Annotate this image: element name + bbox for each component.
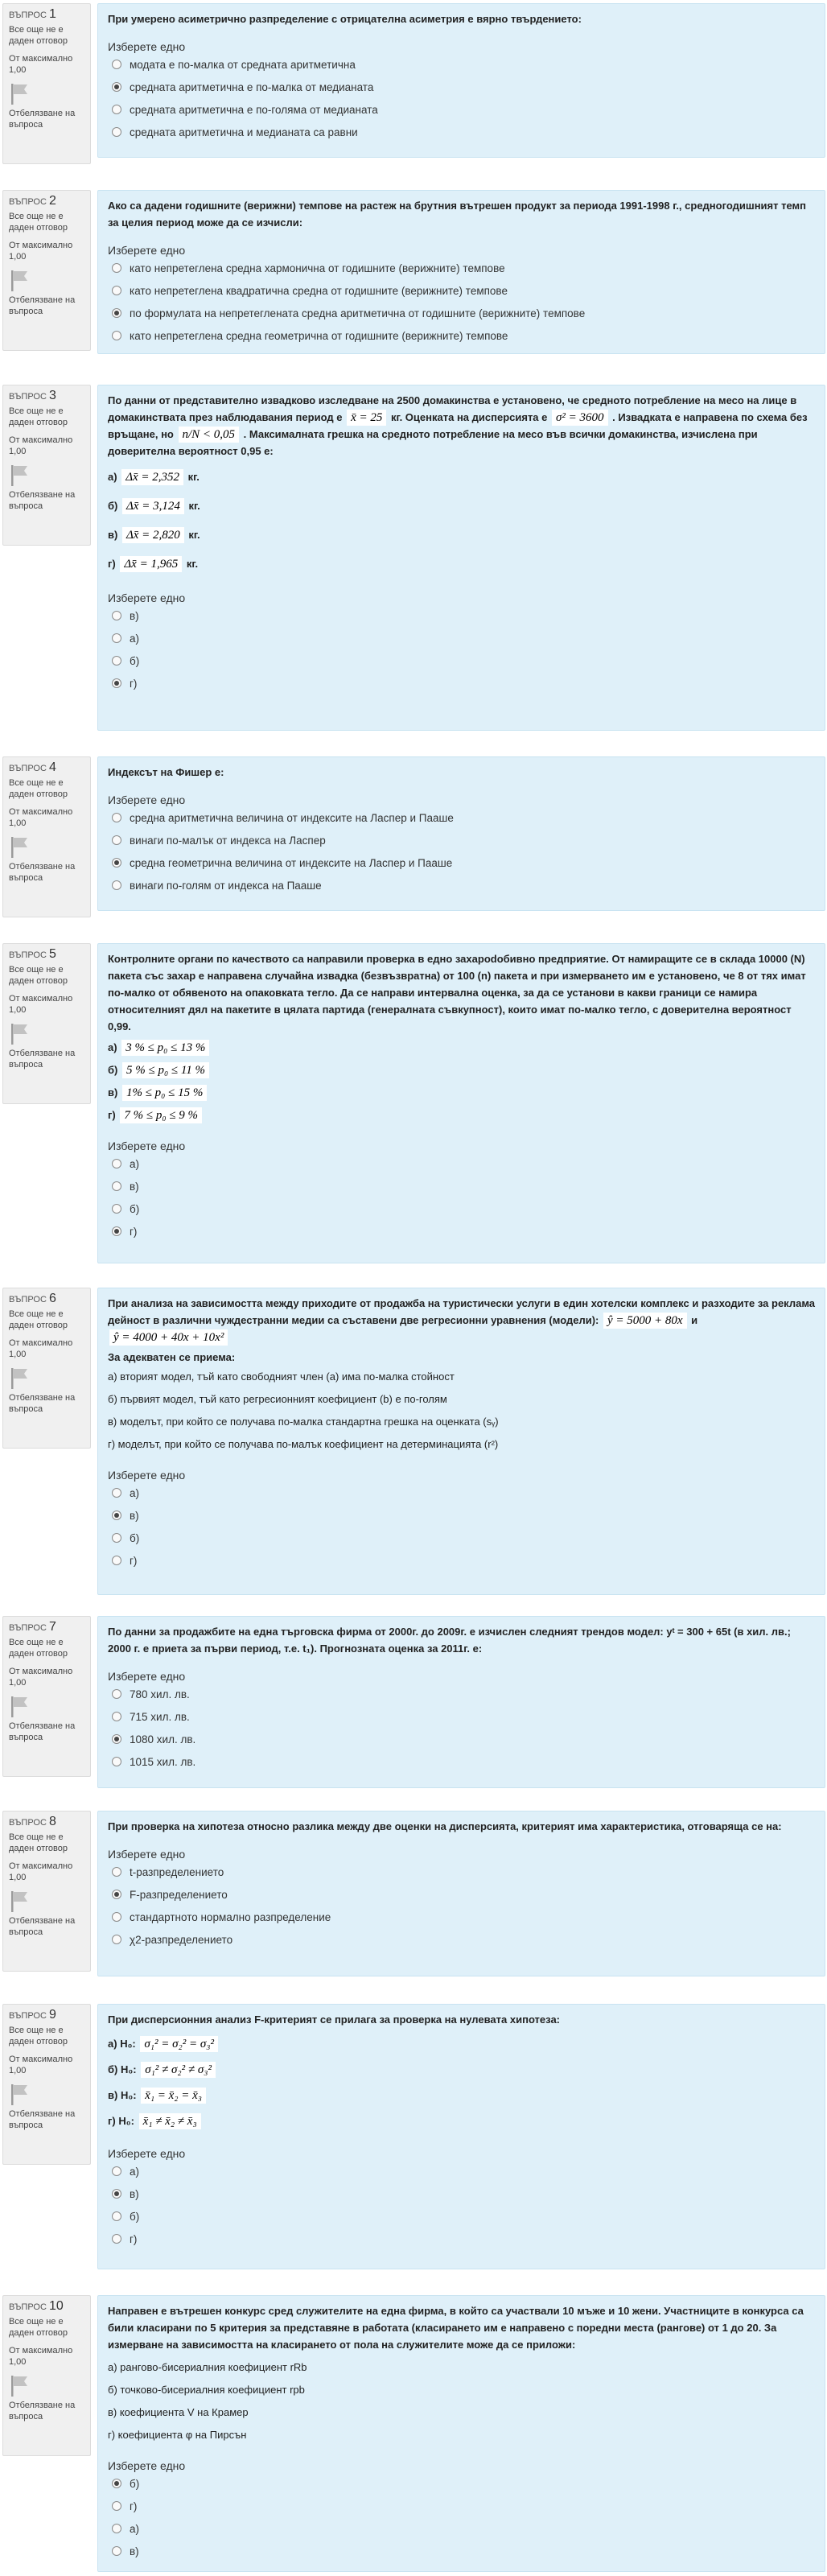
radio-icon[interactable] [112, 2211, 121, 2221]
answer-option[interactable] [108, 302, 815, 324]
answer-option-label: а) [130, 1157, 140, 1170]
answer-d: г) 7 % ≤ p₀ ≤ 9 % [108, 1104, 815, 1127]
question-content [97, 2004, 825, 2269]
radio-icon[interactable] [112, 880, 121, 890]
answer-options [108, 2160, 815, 2250]
answer-option[interactable] [108, 2495, 815, 2517]
answer-option[interactable] [108, 2205, 815, 2228]
answer-options [108, 257, 815, 347]
question-content [97, 385, 825, 731]
question-content [97, 756, 825, 911]
answer-option-label: а) [130, 2165, 140, 2178]
radio-icon[interactable] [112, 2546, 121, 2556]
answer-d: г) моделът, при който се получава по-малък коефициент на детерминацията (r²) [108, 1438, 499, 1450]
question-info [2, 943, 91, 1104]
answer-option-label: г) [130, 2232, 138, 2245]
select-one-prompt: Изберете едно [108, 40, 186, 53]
radio-icon[interactable] [112, 263, 121, 273]
answer-options [108, 2472, 815, 2562]
radio-selected-icon[interactable] [112, 1734, 121, 1744]
answer-option[interactable] [108, 1220, 815, 1243]
flag-icon[interactable] [9, 82, 30, 106]
answer-option-label: по формулата на непретеглената средна аритметична от годишните (верижните) темпове [130, 307, 586, 319]
radio-icon[interactable] [112, 2524, 121, 2533]
formula-sampling-fraction: n/N < 0,05 [179, 427, 240, 443]
select-one-prompt: Изберете едно [108, 244, 186, 257]
flag-question-link[interactable]: Отбелязване на въпроса [9, 295, 76, 316]
question-text: При умерено асиметрично разпределение с отрицателна асиметрия е вярно твърдението: [108, 13, 582, 25]
question-number: ВЪПРОС 4 [9, 760, 56, 774]
select-one-prompt: Изберете едно [108, 1848, 186, 1861]
select-one-prompt: Изберете едно [108, 1469, 186, 1482]
answer-options [108, 1683, 815, 1773]
question-marks: От максимално 1,00 [9, 2346, 73, 2367]
question-info [2, 756, 91, 917]
answer-option-label: средната аритметична е по-голяма от медианата [130, 103, 378, 116]
answer-option[interactable] [108, 257, 815, 279]
question-info [2, 3, 91, 164]
radio-icon[interactable] [112, 633, 121, 643]
question-number: ВЪПРОС 5 [9, 947, 56, 961]
question-number: ВЪПРОС 8 [9, 1815, 56, 1828]
answer-c: в) моделът, при който се получава по-малка стандартна грешка на оценката (sᵧ) [108, 1416, 499, 1428]
select-one-prompt: Изберете едно [108, 2147, 186, 2160]
question-state: Все още не е даден отговор [9, 25, 68, 46]
radio-icon[interactable] [112, 127, 121, 137]
select-one-prompt: Изберете едно [108, 591, 186, 604]
answer-option-label: в) [130, 1180, 139, 1193]
flag-icon[interactable] [9, 1695, 30, 1719]
flag-question-link[interactable]: Отбелязване на въпроса [9, 1916, 76, 1937]
answer-option-label: в) [130, 2545, 139, 2557]
answer-option[interactable] [108, 121, 815, 143]
answer-option-label: като непретеглена квадратична средна от годишните (верижните) темпове [130, 284, 508, 297]
question-number: ВЪПРОС 9 [9, 2008, 56, 2022]
answer-list [108, 1366, 815, 1456]
answer-options [108, 806, 815, 896]
answer-option-label: в) [130, 609, 139, 622]
answer-option-label: 715 хил. лв. [130, 1710, 190, 1723]
flag-icon[interactable] [9, 835, 30, 859]
question-content [97, 3, 825, 158]
question-marks: От максимално 1,00 [9, 807, 73, 828]
radio-selected-icon[interactable] [112, 1890, 121, 1899]
question-state: Все още не е даден отговор [9, 2026, 68, 2046]
radio-icon[interactable] [112, 1912, 121, 1922]
question-number: ВЪПРОС 2 [9, 194, 56, 208]
flag-icon[interactable] [9, 1022, 30, 1046]
flag-question-link[interactable]: Отбелязване на въпроса [9, 1721, 76, 1742]
formula-model-1: ŷ = 5000 + 80x [603, 1313, 687, 1329]
answer-option[interactable] [108, 279, 815, 302]
answer-c: в) 1% ≤ p₀ ≤ 15 % [108, 1082, 815, 1104]
answer-options [108, 1152, 815, 1243]
flag-icon[interactable] [9, 2374, 30, 2398]
answer-a: а) рангово-бисериалния коефициент rRb [108, 2361, 307, 2373]
answer-list [108, 2031, 815, 2134]
flag-question-link[interactable]: Отбелязване на въпроса [9, 490, 76, 511]
answer-option[interactable] [108, 851, 815, 874]
answer-option[interactable] [108, 806, 815, 829]
question-marks: От максимално 1,00 [9, 1338, 73, 1359]
answer-option-label: б) [130, 2210, 140, 2223]
question-text: По данни за продажбите на една търговска фирма от 2000г. до 2009г. е изчислен следният трендов модел: yᵗ = 300 + 65t (в хил. лв.; 2000 г. е приета за първи период, т.е. t₁). Прогнозната оценка за 2011г. е: [108, 1626, 791, 1655]
answer-option-label: винаги по-малък от индекса на Ласпер [130, 834, 326, 847]
answer-option[interactable] [108, 1861, 815, 1883]
question-text: При анализа на зависимостта между приходите от продажба на туристически услуги в един хотелски комплекс и разходите за реклама дейност в различни чуждестранни медии са съставени две регресионни уравнения (модели): ŷ = 5000 + 80x и ŷ = 4000 + 40x + 10x² [108, 1297, 815, 1344]
answer-option[interactable] [108, 829, 815, 851]
question-marks: От максимално 1,00 [9, 2055, 73, 2075]
question-content [97, 1616, 825, 1788]
answer-option[interactable] [108, 1197, 815, 1220]
answer-option[interactable] [108, 2228, 815, 2250]
question-text: Контролните органи по качеството са направили проверка в едно захарodобивно предприятие. От намиращите се в склада 10000 (N) пакета със захар е направена случайна извадка (безвъзвратна) от 100 (n) пакета и при измерването им е установено, че 8 от тях имат по-малко от обявеното на опаковката тегло. Да се направи интервална оценка, за да се установи в какви граници се намира относителният дял на пакетите в цялата партида (генералната съвкупност), които имат по-малко тегло, с доверителна вероятност 0,99. [108, 953, 806, 1032]
radio-icon[interactable] [112, 60, 121, 69]
answer-a: а) вторият модел, тъй като свободният член (a) има по-малка стойност [108, 1370, 455, 1383]
formula-mean: x̄ = 25 [347, 410, 386, 426]
flag-icon[interactable] [9, 464, 30, 488]
question-text: Направен е вътрешен конкурс сред служителите на една фирма, в който са участвали 10 мъже и 10 жени. Участниците в конкурса са били класирани по 5 критерия за представяне в работата (класирането им е направено с поредни места (рангове) от 1 до 20. За измерване на зависимостта на класирането от пола на служителите може да се приложи: [108, 2305, 804, 2351]
answer-option-label: 1015 хил. лв. [130, 1755, 196, 1768]
answer-option[interactable] [108, 672, 815, 694]
question-text: При проверка на хипотеза относно разлика между две оценки на дисперсията, критерият има характеристика, отговаряща се на: [108, 1820, 782, 1832]
question-text: Ако са дадени годишните (верижни) темпове на растеж на брутния вътрешен продукт за периода 1991-1998 г., средногодишният темп за целия период може да се изчисли: [108, 200, 806, 229]
answer-a: а) 3 % ≤ p₀ ≤ 13 % [108, 1037, 815, 1059]
question-number: ВЪПРОС 10 [9, 2299, 64, 2313]
flag-icon[interactable] [9, 1366, 30, 1391]
answer-option[interactable] [108, 98, 815, 121]
radio-icon[interactable] [112, 2234, 121, 2244]
answer-option-label: г) [130, 1554, 138, 1567]
answer-option-label: средна аритметична величина от индексите на Ласпер и Пааше [130, 811, 454, 824]
radio-icon[interactable] [112, 105, 121, 114]
answer-option-label: като непретеглена средна геометрична от годишните (верижните) темпове [130, 329, 508, 342]
answer-b: б) 5 % ≤ p₀ ≤ 11 % [108, 1059, 815, 1082]
answer-b: б) Δx̄ = 3,124 кг. [108, 500, 200, 513]
formula-variance: σ² = 3600 [552, 410, 608, 426]
question-info [2, 1811, 91, 1972]
answer-d: г) H₀: x̄₁ ≠ x̄₂ ≠ x̄₃ [108, 2108, 815, 2134]
flag-icon[interactable] [9, 2083, 30, 2107]
radio-selected-icon[interactable] [112, 2479, 121, 2488]
answer-option-label: средната аритметична е по-малка от медианата [130, 80, 374, 93]
answer-b: б) първият модел, тъй като регресионният коефициент (b) е по-голям [108, 1393, 447, 1405]
answer-option[interactable] [108, 1152, 815, 1175]
flag-question-link[interactable]: Отбелязване на въпроса [9, 1049, 76, 1070]
radio-selected-icon[interactable] [112, 2189, 121, 2199]
answer-option-label: 780 хил. лв. [130, 1688, 190, 1700]
answer-option-label: г) [130, 677, 138, 690]
answer-option[interactable] [108, 324, 815, 347]
answer-options [108, 604, 815, 694]
answer-option[interactable] [108, 2540, 815, 2562]
answer-list [108, 2356, 815, 2446]
answer-b: б) H₀: σ₁² ≠ σ₂² ≠ σ₃² [108, 2057, 815, 2083]
radio-icon[interactable] [112, 1712, 121, 1721]
question-info [2, 190, 91, 351]
radio-icon[interactable] [112, 1159, 121, 1168]
answer-option[interactable] [108, 1504, 815, 1527]
radio-icon[interactable] [112, 2166, 121, 2176]
question-state: Все още не е даден отговор [9, 778, 68, 799]
answer-option[interactable] [108, 627, 815, 649]
answer-option[interactable] [108, 1750, 815, 1773]
answer-option-label: стандартното нормално разпределение [130, 1910, 331, 1923]
question-content [97, 190, 825, 354]
answer-option[interactable] [108, 604, 815, 627]
radio-icon[interactable] [112, 1689, 121, 1699]
answer-option[interactable] [108, 2160, 815, 2182]
answer-b: б) точково-бисериалния коефициент rpb [108, 2384, 305, 2396]
answer-option-label: средната аритметична и медианата са равни [130, 126, 358, 138]
answer-option[interactable] [108, 2517, 815, 2540]
radio-icon[interactable] [112, 286, 121, 295]
answer-option-label: χ2-разпределението [130, 1933, 233, 1946]
radio-icon[interactable] [112, 1204, 121, 1214]
formula-model-2: ŷ = 4000 + 40x + 10x² [109, 1329, 228, 1346]
radio-selected-icon[interactable] [112, 678, 121, 688]
answer-option[interactable] [108, 649, 815, 672]
answer-option[interactable] [108, 1683, 815, 1705]
answer-option[interactable] [108, 874, 815, 896]
question-state: Все още не е даден отговор [9, 406, 68, 427]
question-state: Все още не е даден отговор [9, 965, 68, 986]
question-number: ВЪПРОС 3 [9, 389, 56, 402]
answer-option[interactable] [108, 1906, 815, 1928]
flag-icon[interactable] [9, 269, 30, 293]
radio-icon[interactable] [112, 1935, 121, 1944]
question-info [2, 2004, 91, 2165]
flag-question-link[interactable]: Отбелязване на въпроса [9, 2401, 76, 2421]
question-state: Все още не е даден отговор [9, 1638, 68, 1659]
answer-option-label: F-разпределението [130, 1888, 228, 1901]
answer-a: а) H₀: σ₁² = σ₂² = σ₃² [108, 2031, 815, 2057]
flag-question-link[interactable]: Отбелязване на въпроса [9, 109, 76, 130]
answer-option-label: модата е по-малка от средната аритметична [130, 58, 356, 71]
answer-option[interactable] [108, 1705, 815, 1728]
question-text: По данни от представително извадково изследване на 2500 домакинства е установено, че средното потребление на месо на лице в домакинствата през наблюдавания период е x̄ = 25 кг. Оценката на дисперсията е σ² = 3600 . Извадката е направена по схема без връщане, но n/N < 0,05 . Максималната грешка на средното потребление на месо във всички домакинства, изчислена при доверителна вероятност 0,95 е: [108, 394, 808, 457]
question-marks: От максимално 1,00 [9, 1667, 73, 1688]
answer-option-label: б) [130, 1202, 140, 1215]
answer-option[interactable] [108, 2472, 815, 2495]
answer-option-label: 1080 хил. лв. [130, 1733, 196, 1745]
answer-options [108, 53, 815, 143]
radio-icon[interactable] [112, 835, 121, 845]
flag-question-link[interactable]: Отбелязване на въпроса [9, 862, 76, 883]
radio-icon[interactable] [112, 331, 121, 340]
answer-option[interactable] [108, 76, 815, 98]
select-one-prompt: Изберете едно [108, 793, 186, 806]
select-one-prompt: Изберете едно [108, 1140, 186, 1152]
answer-option-label: г) [130, 2500, 138, 2512]
answer-option-label: г) [130, 1225, 138, 1238]
question-number: ВЪПРОС 7 [9, 1620, 56, 1634]
answer-option-label: в) [130, 2187, 139, 2200]
radio-icon[interactable] [112, 1556, 121, 1565]
flag-question-link[interactable]: Отбелязване на въпроса [9, 2109, 76, 2130]
radio-icon[interactable] [112, 1181, 121, 1191]
question-number: ВЪПРОС 1 [9, 7, 56, 21]
radio-selected-icon[interactable] [112, 308, 121, 318]
question-lead: За адекватен се приема: [108, 1351, 236, 1363]
answer-option[interactable] [108, 53, 815, 76]
question-state: Все още не е даден отговор [9, 1309, 68, 1330]
answer-option-label: средна геометрична величина от индексите на Ласпер и Пааше [130, 856, 453, 869]
question-content [97, 943, 825, 1263]
answer-d: г) Δx̄ = 1,965 кг. [108, 558, 199, 571]
answer-option[interactable] [108, 1175, 815, 1197]
answer-option-label: като непретеглена средна хармонична от годишните (верижните) темпове [130, 262, 505, 274]
answer-option[interactable] [108, 1482, 815, 1504]
flag-icon[interactable] [9, 1890, 30, 1914]
question-text: Индексът на Фишер е: [108, 766, 224, 778]
answer-option[interactable] [108, 1728, 815, 1750]
question-marks: От максимално 1,00 [9, 1861, 73, 1882]
question-content [97, 1811, 825, 1976]
answer-option-label: винаги по-голям от индекса на Пааше [130, 879, 322, 892]
answer-a: а) Δx̄ = 2,352 кг. [108, 471, 200, 484]
question-marks: От максимално 1,00 [9, 241, 73, 262]
answer-c: в) Δx̄ = 2,820 кг. [108, 529, 200, 542]
question-state: Все още не е даден отговор [9, 2317, 68, 2338]
answer-option[interactable] [108, 1549, 815, 1572]
answer-d: г) коефициента φ на Пирсън [108, 2429, 247, 2441]
answer-option[interactable] [108, 1883, 815, 1906]
answer-option-label: б) [130, 1531, 140, 1544]
question-marks: От максимално 1,00 [9, 994, 73, 1015]
question-text: При дисперсионния анализ F-критерият се прилага за проверка на нулевата хипотеза: [108, 2013, 561, 2026]
question-info [2, 1288, 91, 1449]
select-one-prompt: Изберете едно [108, 2459, 186, 2472]
answer-c: в) H₀: x̄₁ = x̄₂ = x̄₃ [108, 2083, 815, 2108]
answer-option[interactable] [108, 2182, 815, 2205]
answer-option[interactable] [108, 1928, 815, 1951]
answer-c: в) коефициента V на Крамер [108, 2406, 249, 2418]
answer-option-label: t-разпределението [130, 1865, 224, 1878]
answer-option-label: а) [130, 1486, 140, 1499]
radio-icon[interactable] [112, 1533, 121, 1543]
answer-option-label: б) [130, 654, 140, 667]
answer-option[interactable] [108, 1527, 815, 1549]
radio-icon[interactable] [112, 1867, 121, 1877]
question-content [97, 1288, 825, 1595]
radio-icon[interactable] [112, 656, 121, 666]
question-info [2, 2295, 91, 2456]
answer-options [108, 1482, 815, 1572]
answer-list [108, 1037, 815, 1127]
radio-icon[interactable] [112, 813, 121, 822]
question-info [2, 1616, 91, 1777]
question-info [2, 385, 91, 546]
answer-options [108, 1861, 815, 1951]
radio-selected-icon[interactable] [112, 82, 121, 92]
answer-option-label: а) [130, 632, 140, 645]
answer-option-label: в) [130, 1509, 139, 1522]
question-state: Все още не е даден отговор [9, 212, 68, 233]
radio-icon[interactable] [112, 1488, 121, 1498]
question-number: ВЪПРОС 6 [9, 1292, 56, 1305]
radio-selected-icon[interactable] [112, 858, 121, 868]
radio-icon[interactable] [112, 2501, 121, 2511]
radio-selected-icon[interactable] [112, 1511, 121, 1520]
question-marks: От максимално 1,00 [9, 54, 73, 75]
flag-question-link[interactable]: Отбелязване на въпроса [9, 1393, 76, 1414]
select-one-prompt: Изберете едно [108, 1670, 186, 1683]
radio-icon[interactable] [112, 1757, 121, 1766]
question-content [97, 2295, 825, 2572]
answer-list [108, 463, 815, 579]
answer-option-label: б) [130, 2477, 140, 2490]
question-marks: От максимално 1,00 [9, 435, 73, 456]
question-state: Все още не е даден отговор [9, 1832, 68, 1853]
radio-icon[interactable] [112, 611, 121, 620]
answer-option-label: а) [130, 2522, 140, 2535]
radio-selected-icon[interactable] [112, 1226, 121, 1236]
